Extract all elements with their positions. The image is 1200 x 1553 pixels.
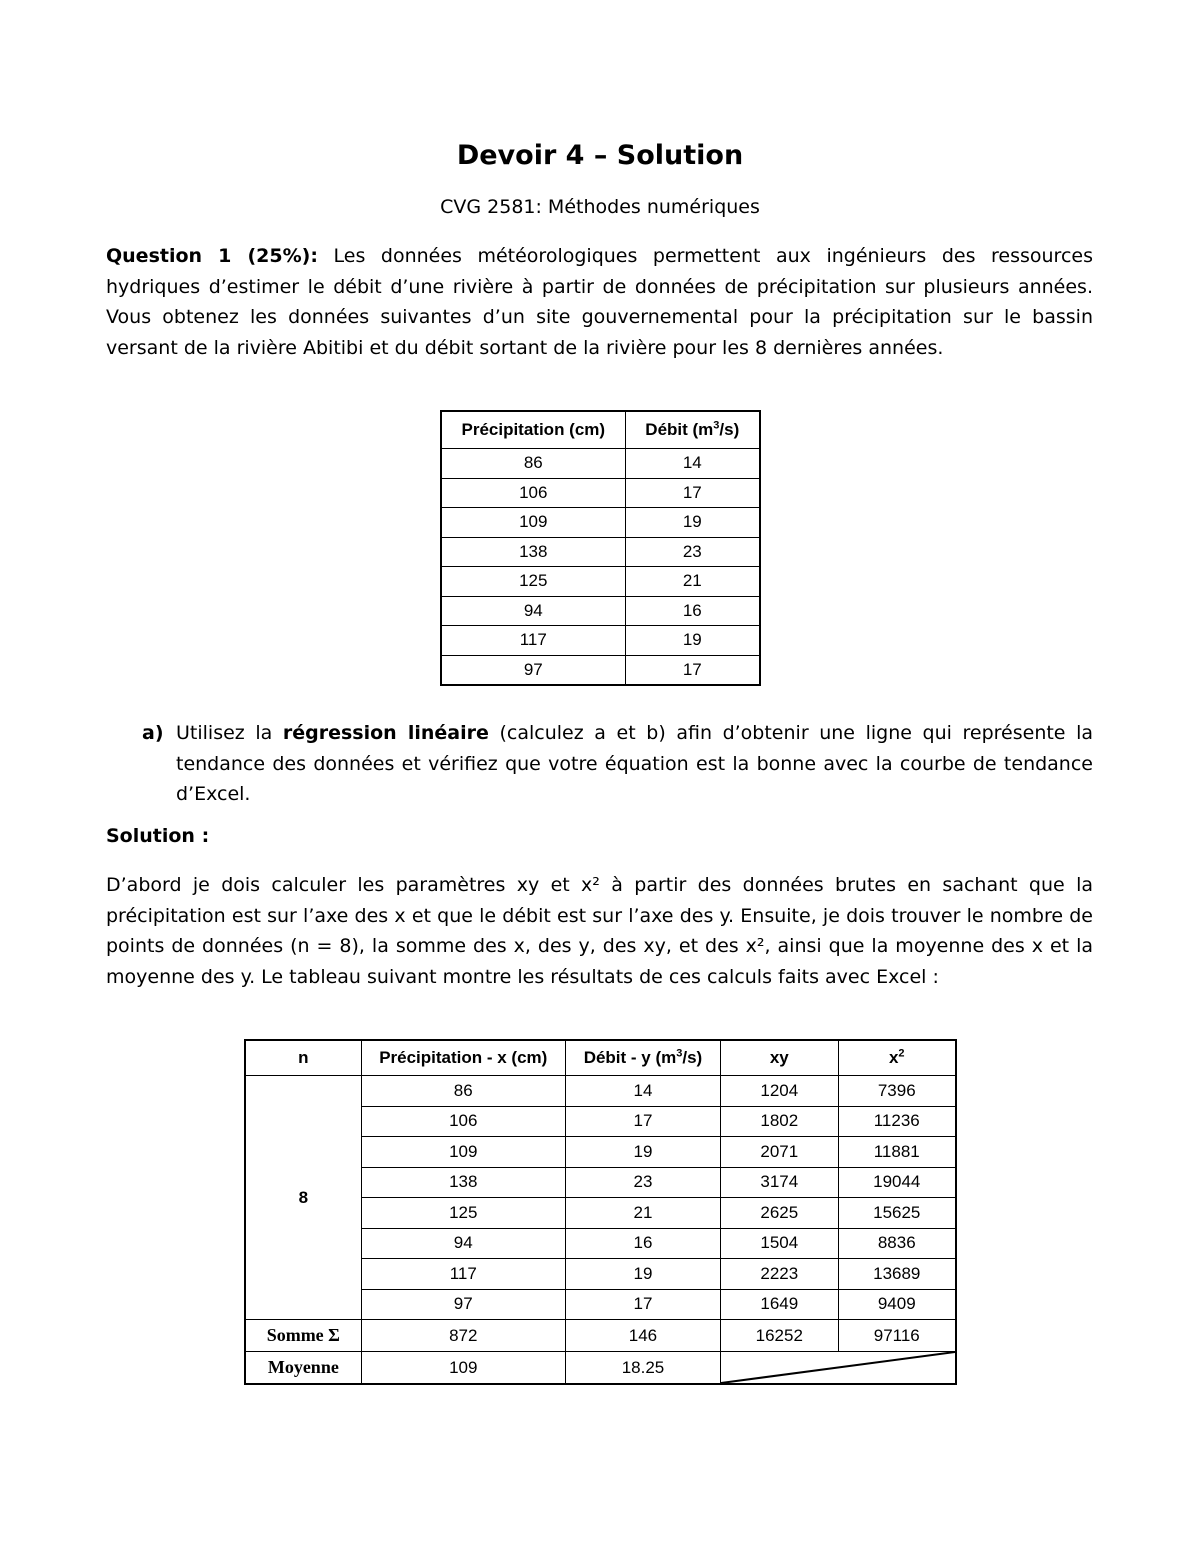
precipitation-cell: 138	[441, 537, 625, 567]
x-cell: 94	[361, 1228, 565, 1259]
empty-diagonal-cell	[721, 1352, 956, 1385]
question-1-paragraph	[106, 241, 1093, 363]
y-cell: 17	[565, 1106, 720, 1137]
data-table-body	[441, 449, 760, 686]
xy-cell: 1504	[721, 1228, 838, 1259]
debit-cell: 19	[625, 626, 760, 656]
table-row	[441, 596, 760, 626]
debit-cell: 14	[625, 449, 760, 479]
precipitation-cell: 97	[441, 655, 625, 685]
y-cell: 16	[565, 1228, 720, 1259]
x-cell: 117	[361, 1259, 565, 1290]
table-row	[441, 508, 760, 538]
debit-cell: 19	[625, 508, 760, 538]
debit-cell: 16	[625, 596, 760, 626]
debit-cell: 17	[625, 478, 760, 508]
header-precipitation: Précipitation (cm)	[441, 411, 625, 449]
xy-cell: 3174	[721, 1167, 838, 1198]
x-cell: 138	[361, 1167, 565, 1198]
x2-cell: 8836	[838, 1228, 956, 1259]
question-1-text: Les données météorologiques permettent aux ingénieurs des ressources hydriques d’estimer le débit d’une rivière à partir de données de précipitation sur plusieurs années. Vous obtenez les données suivantes d’un site gouvernemental pour la précipitation sur le bassin versant de la rivière Abitibi et du débit sortant de la rivière pour les 8 dernières années.	[106, 245, 1093, 359]
y-cell: 19	[565, 1259, 720, 1290]
mean-label: Moyenne	[245, 1352, 361, 1385]
table-row	[441, 655, 760, 685]
sum-y: 146	[565, 1320, 720, 1352]
xy-cell: 1204	[721, 1076, 838, 1107]
table-row	[441, 478, 760, 508]
x-cell: 125	[361, 1198, 565, 1229]
calc-table-body	[245, 1076, 956, 1320]
sum-xy: 16252	[721, 1320, 838, 1352]
x2-cell: 13689	[838, 1259, 956, 1290]
x-cell: 109	[361, 1137, 565, 1168]
mean-y: 18.25	[565, 1352, 720, 1385]
xy-cell: 2625	[721, 1198, 838, 1229]
precipitation-cell: 125	[441, 567, 625, 597]
y-cell: 21	[565, 1198, 720, 1229]
precipitation-cell: 117	[441, 626, 625, 656]
part-a-label: a)	[142, 722, 164, 744]
document-title: Devoir 4 – Solution	[456, 140, 744, 171]
calc-table	[244, 1039, 957, 1385]
precipitation-cell: 94	[441, 596, 625, 626]
n-value-cell: 8	[245, 1076, 361, 1320]
xy-cell: 1649	[721, 1289, 838, 1320]
question-1-label: Question 1 (25%):	[106, 245, 318, 267]
x2-cell: 9409	[838, 1289, 956, 1320]
y-cell: 23	[565, 1167, 720, 1198]
diagonal-line-shape	[721, 1352, 955, 1383]
debit-cell: 23	[625, 537, 760, 567]
sum-label: Somme Σ	[245, 1320, 361, 1352]
precipitation-cell: 86	[441, 449, 625, 479]
y-cell: 17	[565, 1289, 720, 1320]
table-row	[245, 1076, 956, 1107]
x2-cell: 15625	[838, 1198, 956, 1229]
header-x: Précipitation - x (cm)	[361, 1040, 565, 1076]
precipitation-cell: 109	[441, 508, 625, 538]
part-a-text: Utilisez la régression linéaire (calculez a et b) afin d’obtenir une ligne qui représente la tendance des données et vérifiez que votre équation est la bonne avec la courbe de tendance d’Excel.	[176, 722, 1094, 805]
x2-cell: 11881	[838, 1137, 956, 1168]
header-x2: $x^2$	[838, 1040, 956, 1076]
x-cell: 86	[361, 1076, 565, 1107]
sum-x2: 97116	[838, 1320, 956, 1352]
document-subtitle: CVG 2581: Méthodes numériques	[440, 196, 760, 218]
x2-cell: 7396	[838, 1076, 956, 1107]
table-row	[441, 567, 760, 597]
y-cell: 19	[565, 1137, 720, 1168]
table-row	[441, 626, 760, 656]
x2-cell: 11236	[838, 1106, 956, 1137]
mean-x: 109	[361, 1352, 565, 1385]
sum-row	[245, 1320, 956, 1352]
sum-x: 872	[361, 1320, 565, 1352]
solution-paragraph: D’abord je dois calculer les paramètres xy et x² à partir des données brutes en sachant que la précipitation est sur l’axe des x et que le débit est sur l’axe des y. Ensuite, je dois trouver le nombre de points de données (n = 8), la somme des x, des y, des xy, et des x², ainsi que la moyenne des x et la moyenne des y. Le tableau suivant montre les résultats de ces calculs faits avec Excel :	[106, 874, 1093, 988]
xy-cell: 2223	[721, 1259, 838, 1290]
table-row	[441, 537, 760, 567]
table-row	[441, 449, 760, 479]
debit-cell: 21	[625, 567, 760, 597]
y-cell: 14	[565, 1076, 720, 1107]
data-table	[440, 410, 761, 686]
mean-row	[245, 1352, 956, 1385]
header-xy: xy	[721, 1040, 838, 1076]
xy-cell: 2071	[721, 1137, 838, 1168]
x-cell: 97	[361, 1289, 565, 1320]
xy-cell: 1802	[721, 1106, 838, 1137]
solution-heading: Solution :	[106, 825, 210, 847]
x-cell: 106	[361, 1106, 565, 1137]
header-debit: Débit $(m^3/s)$	[625, 411, 760, 449]
header-y: Débit - y $(m^3/s)$	[565, 1040, 720, 1076]
precipitation-cell: 106	[441, 478, 625, 508]
part-a-paragraph	[106, 718, 1093, 810]
x2-cell: 19044	[838, 1167, 956, 1198]
header-n: n	[245, 1040, 361, 1076]
debit-cell: 17	[625, 655, 760, 685]
